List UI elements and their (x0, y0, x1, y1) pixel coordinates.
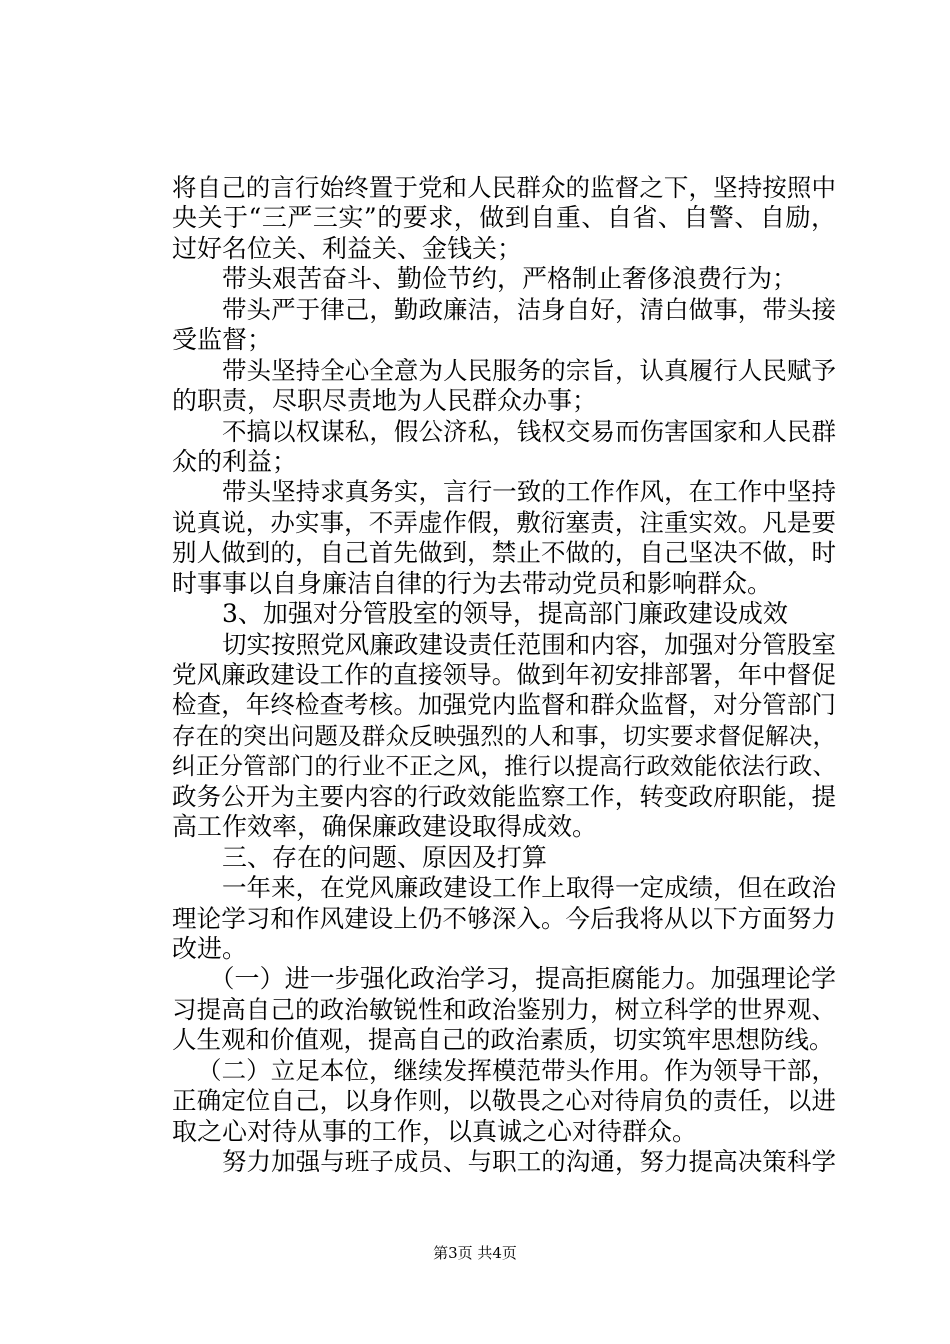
text-line: 理论学习和作风建设上仍不够深入。今后我将从以下方面努力 (172, 903, 836, 933)
page-number-label: 第3页 共4页 (433, 1244, 517, 1262)
page-footer (0, 1244, 950, 1262)
text-line: 纠正分管部门的行业不正之风，推行以提高行政效能依法行政、 (172, 752, 836, 781)
text-line: 说真说，办实事，不弄虚作假，敷衍塞责，注重实效。凡是要 (172, 507, 836, 537)
document-body (172, 173, 836, 1177)
text-line: 检查，年终检查考核。加强党内监督和群众监督，对分管部门 (172, 690, 836, 720)
text-line: 过好名位关、利益关、金钱关； (172, 233, 523, 263)
text-line: （二）立足本位，继续发挥模范带头作用。作为领导干部， (197, 1055, 836, 1085)
text-line: 存在的突出问题及群众反映强烈的人和事，切实要求督促解决， (172, 721, 836, 750)
text-line: 切实按照党风廉政建设责任范围和内容，加强对分管股室 (222, 629, 836, 659)
text-line: 改进。 (172, 933, 248, 963)
text-line: 带头严于律己，勤政廉洁，洁身自好，清白做事，带头接 (222, 294, 836, 324)
text-line: 一年来，在党风廉政建设工作上取得一定成绩，但在政治 (222, 873, 836, 903)
text-line: 带头坚持全心全意为人民服务的宗旨，认真履行人民赋予 (222, 355, 836, 385)
text-line: 三、存在的问题、原因及打算 (222, 842, 548, 872)
text-line: 高工作效率，确保廉政建设取得成效。 (172, 812, 598, 842)
text-line: 党风廉政建设工作的直接领导。做到年初安排部署，年中督促 (172, 660, 836, 689)
text-line: 别人做到的，自己首先做到，禁止不做的，自己坚决不做，时 (172, 538, 836, 568)
text-line: 央关于“三严三实”的要求，做到自重、自省、自警、自励， (172, 203, 836, 233)
text-line: 受监督； (172, 325, 273, 355)
text-line: 3、加强对分管股室的领导，提高部门廉政建设成效 (222, 599, 788, 629)
text-line: 人生观和价值观，提高自己的政治素质，切实筑牢思想防线。 (172, 1025, 834, 1055)
text-line: 政务公开为主要内容的行政效能监察工作，转变政府职能，提 (172, 781, 836, 811)
text-line: 取之心对待从事的工作，以真诚之心对待群众。 (172, 1116, 698, 1146)
text-line: 时事事以自身廉洁自律的行为去带动党员和影响群众。 (172, 568, 773, 598)
text-line: 努力加强与班子成员、与职工的沟通，努力提高决策科学 (222, 1147, 836, 1176)
text-line: 带头艰苦奋斗、勤俭节约，严格制止奢侈浪费行为； (222, 264, 798, 294)
text-line: 正确定位自己，以身作则，以敬畏之心对待肩负的责任，以进 (172, 1086, 836, 1116)
text-line: 习提高自己的政治敏锐性和政治鉴别力，树立科学的世界观、 (172, 994, 836, 1024)
text-line: 众的利益； (172, 446, 298, 476)
text-line: 不搞以权谋私，假公济私，钱权交易而伤害国家和人民群 (222, 416, 836, 446)
text-line: 将自己的言行始终置于党和人民群众的监督之下，坚持按照中 (172, 173, 836, 202)
text-line: 带头坚持求真务实，言行一致的工作作风，在工作中坚持 (222, 477, 836, 507)
text-line: （一）进一步强化政治学习，提高拒腐能力。加强理论学 (209, 964, 836, 994)
text-line: 的职责，尽职尽责地为人民群众办事； (172, 386, 598, 416)
